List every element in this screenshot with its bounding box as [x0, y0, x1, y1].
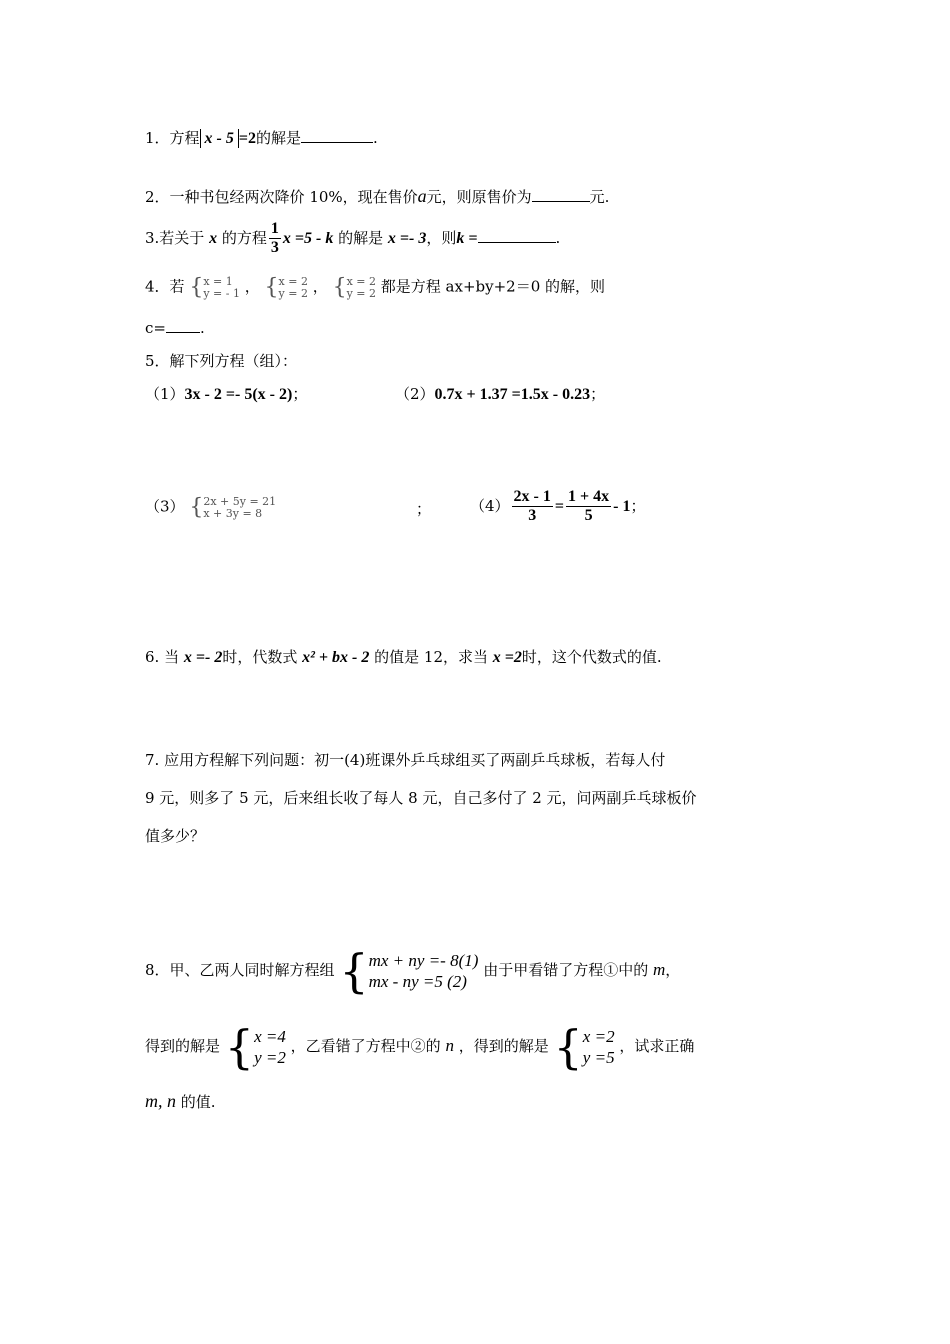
q4-tail: 都是方程 ax+by+2＝0 的解，则 — [380, 277, 606, 296]
q8-var-n: n — [445, 1036, 454, 1055]
q6-tail: 时，这个代数式的值. — [521, 648, 662, 666]
question-8 — [145, 944, 681, 998]
q4-sys1-row2: y = - 1 — [203, 286, 240, 300]
q2-end: 元. — [589, 188, 610, 206]
q2-answer-blank[interactable] — [532, 187, 590, 202]
q3-frac-den: 3 — [270, 239, 279, 257]
q8-solution-2: { x =2 y =5 — [553, 1020, 615, 1074]
question-7-line-1 — [145, 751, 665, 769]
q8-line2-mid: ，乙看错了方程中②的 — [290, 1037, 441, 1055]
q7-line2-text: 9 元，则多了 5 元，后来组长收了每人 8 元，自己多付了 2 元，问两副乒乓球板价 — [145, 789, 697, 807]
q8-line2-lead: 得到的解是 — [145, 1037, 221, 1055]
q2-text: 2．一种书包经两次降价 10%，现在售价 — [145, 188, 418, 206]
q5-p3-end: ； — [416, 500, 432, 518]
q4-sep-2: ， — [312, 277, 328, 296]
q3-expression: x =5 - k — [282, 229, 334, 247]
q6-condition-2: x =2 — [492, 649, 522, 666]
question-6 — [145, 648, 662, 667]
q4-sys3-row1: x = 2 — [346, 275, 376, 288]
question-7-line-2 — [145, 789, 697, 807]
q4-line2-lead: c= — [145, 319, 166, 337]
q4-sys1-row1: x = 1 — [203, 275, 233, 288]
q7-line1-text: 7. 应用方程解下列问题：初一(4)班课外乒乓球组买了两副乒乓球板，若每人付 — [145, 751, 666, 769]
q1-abs-expression: x - 5 — [200, 129, 239, 148]
q3-k: k = — [456, 229, 478, 247]
q5-part-3-end — [416, 500, 431, 518]
q4-answer-blank[interactable] — [166, 318, 200, 333]
q7-line3-text: 值多少？ — [145, 827, 206, 845]
q5-p4-equals: = — [554, 497, 564, 515]
q5-p4-den2: 5 — [584, 507, 593, 525]
q5-p1-label: （1） — [145, 385, 185, 403]
q5-part-4 — [470, 488, 645, 526]
q8-sol2-y: y =5 — [582, 1048, 615, 1067]
q3-fraction — [269, 220, 281, 258]
q5-p4-den1: 3 — [528, 507, 537, 525]
question-1 — [145, 128, 378, 148]
q3-frac-num: 1 — [269, 220, 281, 239]
question-3 — [145, 220, 560, 258]
q5-p4-num1: 2x - 1 — [512, 488, 553, 507]
q4-sys3-row2: y = 2 — [346, 286, 376, 300]
q8-sol1-x: x =4 — [254, 1026, 286, 1046]
q1-tail: 的解是 — [256, 129, 302, 147]
q4-lead: 4．若 — [145, 277, 185, 296]
q1-end: . — [373, 129, 378, 147]
q8-equation-system: { mx + ny =- 8(1) mx - ny =5 (2) — [339, 944, 479, 998]
q6-mid2: 的值是 12，求当 — [374, 648, 489, 666]
q5-p2-label: （2） — [395, 385, 435, 403]
q8-line2-tail: ，试求正确 — [619, 1037, 695, 1055]
q4-system-2: { x = 2 y = 2 — [264, 274, 308, 300]
q8-eq2: mx - ny =5 (2) — [368, 972, 467, 991]
q8-mid: 由于甲看错了方程①中的 — [483, 961, 649, 979]
q8-sol2-x: x =2 — [582, 1026, 615, 1046]
q6-condition-1: x =- 2 — [183, 649, 223, 666]
q3-x: x — [209, 229, 218, 247]
q5-p4-end: ； — [630, 496, 646, 515]
q1-answer-blank[interactable] — [301, 128, 373, 143]
q5-p3-row2: x + 3y = 8 — [203, 506, 263, 520]
q3-mid1: 的方程 — [221, 228, 267, 247]
q8-line3-tail: 的值. — [180, 1093, 216, 1111]
q8-line2-mid2: ，得到的解是 — [458, 1037, 549, 1055]
q3-answer-blank[interactable] — [478, 228, 556, 243]
q8-lead: 8．甲、乙两人同时解方程组 — [145, 961, 335, 979]
q8-sol1-y: y =2 — [254, 1048, 286, 1067]
q8-comma: ， — [665, 961, 681, 979]
q5-p4-num2: 1 + 4x — [566, 488, 611, 507]
q3-mid2: 的解是 — [338, 228, 384, 247]
q5-p4-fraction-1 — [512, 488, 553, 526]
q2-mid: 元，则原售价为 — [426, 188, 532, 206]
q5-p4-label: （4） — [470, 496, 510, 515]
q8-solution-1: { x =4 y =2 — [224, 1020, 286, 1074]
q4-sys2-row2: y = 2 — [278, 286, 308, 300]
q4-system-3: { x = 2 y = 2 — [332, 274, 376, 300]
q5-heading-text: 5．解下列方程（组）： — [145, 352, 298, 370]
q5-p3-label: （3） — [145, 497, 185, 516]
q5-part-3 — [145, 496, 276, 519]
question-7-line-3 — [145, 827, 205, 845]
q2-var-a: a — [417, 186, 427, 206]
q3-lead: 3.若关于 — [145, 228, 205, 247]
q8-vars-mn: m, n — [145, 1091, 176, 1111]
q6-polynomial: x² + bx - 2 — [302, 649, 370, 666]
question-4-line-2 — [145, 318, 205, 337]
q5-p4-fraction-2 — [566, 488, 611, 526]
q5-p3-system: { 2x + 5y = 21 x + 3y = 8 — [189, 494, 277, 520]
q3-end: . — [555, 228, 561, 247]
q8-var-m: m — [652, 960, 666, 979]
q8-eq1: mx + ny =- 8(1) — [368, 950, 479, 970]
q5-p4-tail: - 1 — [613, 497, 631, 515]
q5-part-2 — [395, 385, 605, 404]
q4-sys2-row1: x = 2 — [278, 275, 308, 288]
question-5-heading — [145, 352, 297, 370]
q5-p2-expression: 0.7x + 1.37 =1.5x - 0.23 — [434, 386, 591, 403]
question-4 — [145, 276, 605, 299]
question-2 — [145, 186, 609, 208]
q4-sep-1: ， — [244, 277, 260, 296]
q3-solution: x =- 3 — [387, 229, 427, 247]
q4-system-1: { x = 1 y = - 1 — [189, 274, 240, 300]
question-8-line-3 — [145, 1091, 216, 1113]
q5-p1-expression: 3x - 2 =- 5(x - 2) — [184, 386, 293, 403]
q1-rhs: =2 — [238, 130, 256, 147]
q3-mid3: ，则 — [426, 228, 457, 247]
q4-end: . — [199, 319, 205, 337]
q1-number: 1．方程 — [145, 129, 200, 147]
q5-p1-end: ； — [292, 385, 308, 403]
q6-mid1: 时，代数式 — [222, 648, 298, 666]
question-8-line-2 — [145, 1020, 695, 1074]
q6-lead: 6. 当 — [145, 648, 180, 666]
q5-p2-end: ； — [590, 385, 606, 403]
q5-part-1 — [145, 385, 307, 404]
q5-p3-row1: 2x + 5y = 21 — [203, 495, 277, 508]
